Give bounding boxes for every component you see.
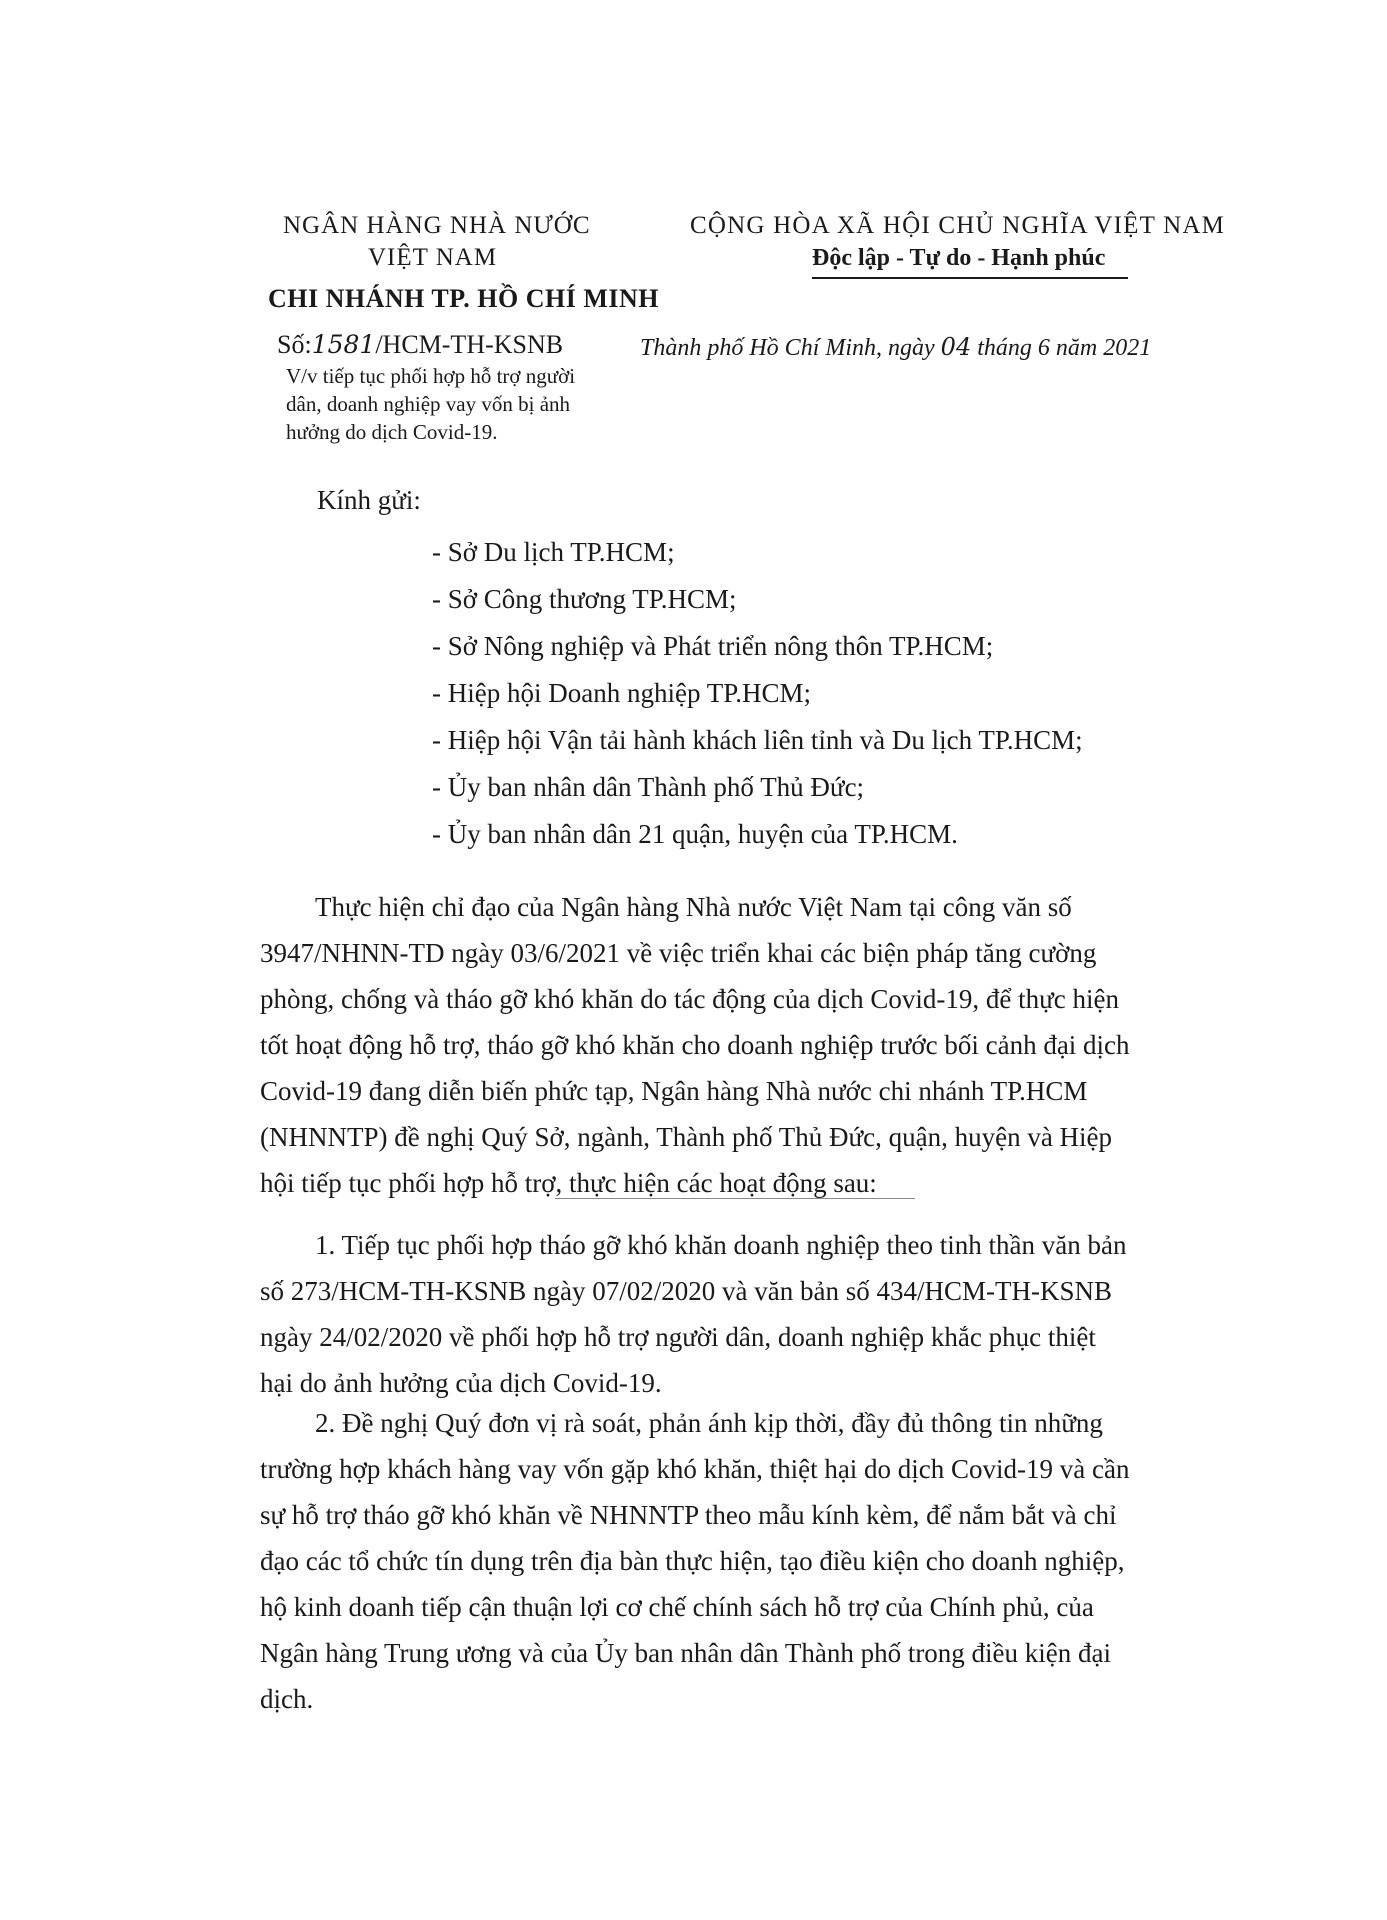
recipient-item: - Ủy ban nhân dân 21 quận, huyện của TP.HCM. <box>432 819 958 849</box>
recipient-item: - Sở Nông nghiệp và Phát triển nông thôn TP.HCM; <box>432 631 994 661</box>
issuing-branch: CHI NHÁNH TP. HỒ CHÍ MINH <box>268 284 659 313</box>
scan-divider <box>555 1198 915 1199</box>
recipient-item: - Hiệp hội Doanh nghiệp TP.HCM; <box>432 678 811 708</box>
recipient-item: - Sở Công thương TP.HCM; <box>432 584 737 614</box>
date-day-handwritten: 04 <box>940 333 972 361</box>
body-line: Covid-19 đang diễn biến phức tạp, Ngân hàng Nhà nước chi nhánh TP.HCM <box>260 1076 1088 1106</box>
salutation: Kính gửi: <box>317 485 421 515</box>
doc-no-handwritten: 1581 <box>311 330 376 359</box>
place-date-prefix: Thành phố Hồ Chí Minh, ngày <box>640 335 935 361</box>
body-line: hội tiếp tục phối hợp hỗ trợ, thực hiện các hoạt động sau: <box>260 1168 877 1198</box>
body-line: tốt hoạt động hỗ trợ, tháo gỡ khó khăn cho doanh nghiệp trước bối cảnh đại dịch <box>260 1030 1130 1060</box>
body-line: hộ kinh doanh tiếp cận thuận lợi cơ chế chính sách hỗ trợ của Chính phủ, của <box>260 1592 1094 1622</box>
recipient-item: - Ủy ban nhân dân Thành phố Thủ Đức; <box>432 772 865 802</box>
recipient-list <box>432 532 1083 861</box>
body-line: Ngân hàng Trung ương và của Ủy ban nhân dân Thành phố trong điều kiện đại <box>260 1638 1112 1668</box>
body-line: Thực hiện chỉ đạo của Ngân hàng Nhà nước Việt Nam tại công văn số <box>315 892 1072 922</box>
body-line: dịch. <box>260 1684 314 1714</box>
body-line: (NHNNTP) đề nghị Quý Sở, ngành, Thành phố Thủ Đức, quận, huyện và Hiệp <box>260 1122 1113 1152</box>
doc-no-suffix: /HCM-TH-KSNB <box>375 330 564 359</box>
body-line: 3947/NHNN-TD ngày 03/6/2021 về việc triển khai các biện pháp tăng cường <box>260 938 1097 968</box>
item-2-paragraph <box>260 1400 1130 1722</box>
body-line: 1. Tiếp tục phối hợp tháo gỡ khó khăn doanh nghiệp theo tinh thần văn bản <box>315 1230 1127 1260</box>
subject-line: dân, doanh nghiệp vay vốn bị ảnh <box>286 392 571 416</box>
document-number <box>277 330 563 360</box>
doc-no-prefix: Số: <box>277 330 312 359</box>
recipient-item: - Hiệp hội Vận tải hành khách liên tỉnh và Du lịch TP.HCM; <box>432 725 1083 755</box>
issuing-agency-line2: VIỆT NAM <box>368 244 498 271</box>
intro-paragraph <box>260 884 1130 1206</box>
place-and-date <box>640 333 1151 362</box>
body-line: hại do ảnh hưởng của dịch Covid-19. <box>260 1368 662 1398</box>
item-1-paragraph <box>260 1222 1126 1406</box>
body-line: sự hỗ trợ tháo gỡ khó khăn về NHNNTP theo mẫu kính kèm, để nắm bắt và chỉ <box>260 1500 1117 1530</box>
body-line: 2. Đề nghị Quý đơn vị rà soát, phản ánh kịp thời, đầy đủ thông tin những <box>315 1408 1103 1438</box>
issuing-agency-line1: NGÂN HÀNG NHÀ NƯỚC <box>283 212 591 239</box>
document-subject <box>286 362 626 446</box>
subject-line: V/v tiếp tục phối hợp hỗ trợ người <box>286 364 576 388</box>
body-line: ngày 24/02/2020 về phối hợp hỗ trợ người dân, doanh nghiệp khắc phục thiệt <box>260 1322 1096 1352</box>
subject-line: hưởng do dịch Covid-19. <box>286 420 498 444</box>
national-motto: Độc lập - Tự do - Hạnh phúc <box>812 245 1106 271</box>
motto-underline <box>812 277 1128 279</box>
body-line: phòng, chống và tháo gỡ khó khăn do tác động của dịch Covid-19, để thực hiện <box>260 984 1119 1014</box>
body-line: trường hợp khách hàng vay vốn gặp khó khăn, thiệt hại do dịch Covid-19 và cần <box>260 1454 1130 1484</box>
recipient-item: - Sở Du lịch TP.HCM; <box>432 537 675 567</box>
date-month-year: tháng 6 năm 2021 <box>977 335 1152 361</box>
body-line: số 273/HCM-TH-KSNB ngày 07/02/2020 và văn bản số 434/HCM-TH-KSNB <box>260 1276 1112 1306</box>
national-title: CỘNG HÒA XÃ HỘI CHỦ NGHĨA VIỆT NAM <box>690 212 1226 239</box>
body-line: đạo các tổ chức tín dụng trên địa bàn thực hiện, tạo điều kiện cho doanh nghiệp, <box>260 1546 1125 1576</box>
